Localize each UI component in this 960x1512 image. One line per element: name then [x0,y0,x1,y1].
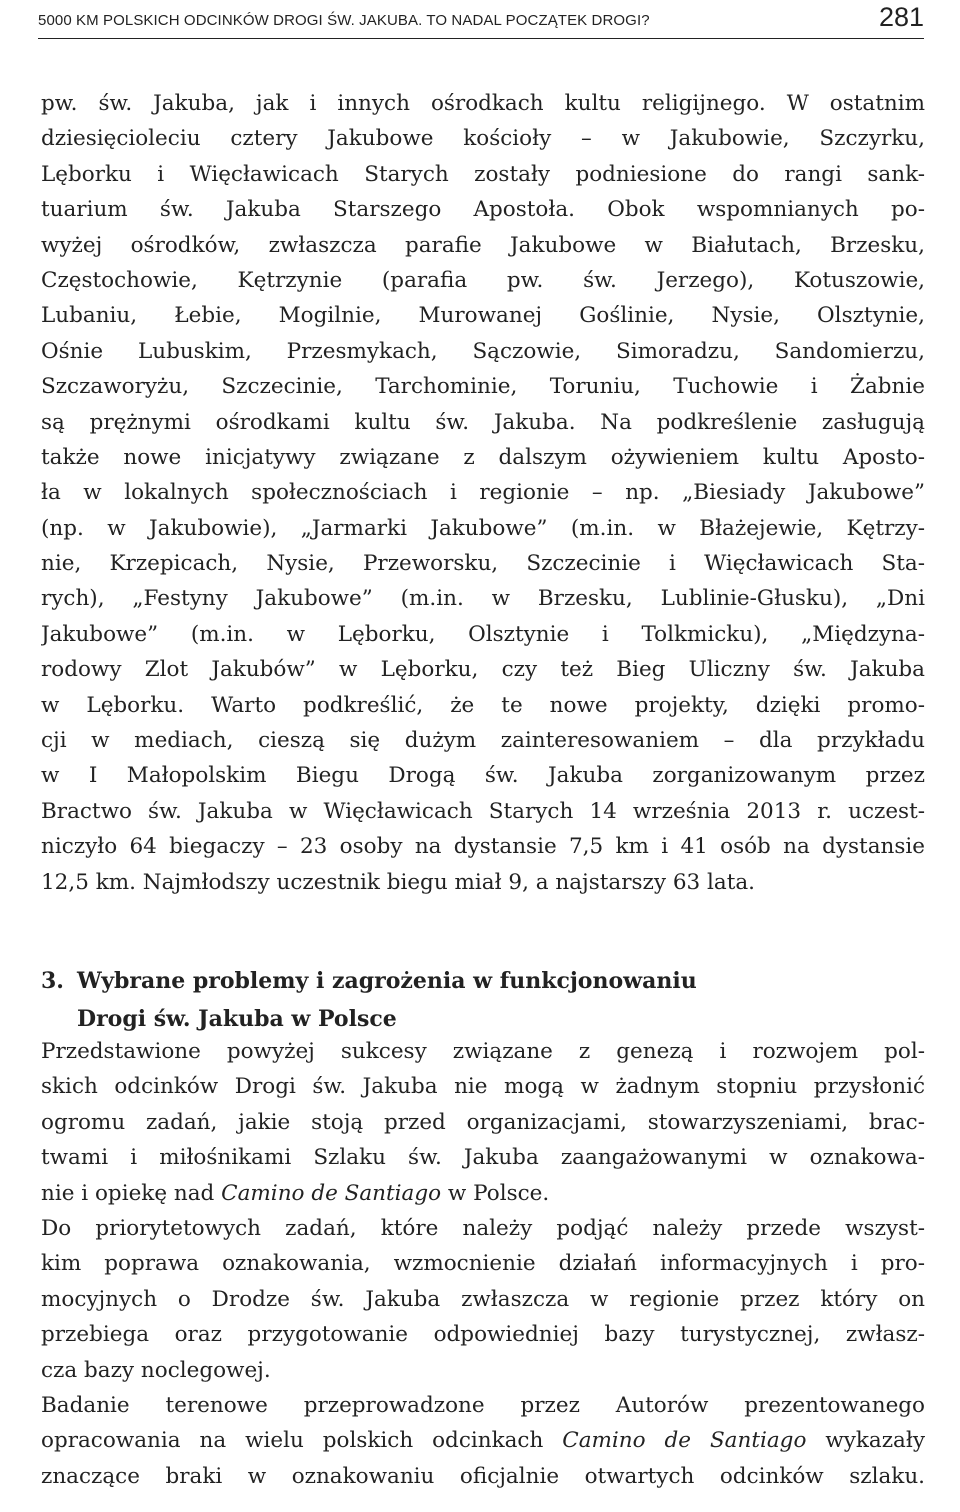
text-line: rych), „Festyny Jakubowe” (m.in. w Brzesku, Lublinie-Głusku), „Dni [41,586,925,612]
paragraph-1 [41,86,925,900]
section-heading [41,962,925,1038]
text-line: mocyjnych o Drodze św. Jakuba zwłaszcza w regionie przez który on [41,1286,925,1312]
text-run: opracowania na wielu polskich odcinkach [41,1428,563,1454]
text-line: Lubaniu, Łebie, Mogilnie, Murowanej Goślinie, Nysie, Olsztynie, [41,303,925,329]
text-line: 12,5 km. Najmłodszy uczestnik biegu miał 9, a najstarszy 63 lata. [41,869,756,895]
text-line: są prężnymi ośrodkami kultu św. Jakuba. Na podkreślenie zasługują [41,409,925,435]
section-title-line-2: Drogi św. Jakuba w Polsce [77,1006,397,1032]
text-line: rodowy Zlot Jakubów” w Lęborku, czy też Bieg Uliczny św. Jakuba [41,657,925,683]
text-line: Ośnie Lubuskim, Przesmykach, Sączowie, Simoradzu, Sandomierzu, [41,338,925,364]
text-line: Szczaworyżu, Szczecinie, Tarchominie, Toruniu, Tuchowie i Żabnie [41,374,925,400]
text-line: twami i miłośnikami Szlaku św. Jakuba zaangażowanymi w oznakowa- [41,1145,925,1171]
running-title: 5000 KM POLSKICH ODCINKÓW DROGI ŚW. JAKUBA. TO NADAL POCZĄTEK DROGI? [38,12,650,29]
text-line: kim poprawa oznakowania, wzmocnienie działań informacyjnych i pro- [41,1251,925,1277]
italic-title: Camino de Santiago [562,1428,807,1454]
text-line: dziesięcioleciu cztery Jakubowe kościoły – w Jakubowie, Szczyrku, [41,126,925,152]
text-line: znaczące braki w oznakowaniu oficjalnie otwartych odcinków szlaku. [41,1463,925,1489]
paragraph-2 [41,1034,925,1211]
text-line: pw. św. Jakuba, jak i innych ośrodkach kultu religijnego. W ostatnim [41,91,925,116]
paragraph-3 [41,1211,925,1388]
text-line: Przedstawione powyżej sukcesy związane z genezą i rozwojem pol- [41,1039,925,1064]
section-number: 3. [41,968,64,994]
text-line: cji w mediach, cieszą się dużym zainteresowaniem – dla przykładu [41,728,925,754]
text-line: przebiega oraz przygotowanie odpowiedniej bazy turystycznej, zwłasz- [41,1322,925,1348]
text-line: Badanie terenowe przeprowadzone przez Autorów prezentowanego [41,1393,925,1418]
text-line: ła w lokalnych społecznościach i regionie – np. „Biesiady Jakubowe” [41,480,925,506]
running-header [38,4,924,39]
text-line: Częstochowie, Kętrzynie (parafia pw. św. Jerzego), Kotuszowie, [41,267,925,293]
text-line [41,1423,925,1458]
text-line: w Lęborku. Warto podkreślić, że te nowe projekty, dzięki promo- [41,692,925,718]
text-line: Do priorytetowych zadań, które należy podjąć należy przede wszyst- [41,1216,925,1241]
text-run: nie i opiekę nad [41,1180,222,1206]
section-title-line-1: Wybrane problemy i zagrożenia w funkcjonowaniu [77,968,697,994]
text-run: w Polsce. [441,1180,550,1206]
text-line: Jakubowe” (m.in. w Lęborku, Olsztynie i Tolkmicku), „Międzyna- [41,621,925,647]
text-line: cza bazy noclegowej. [41,1357,271,1383]
text-line: niczyło 64 biegaczy – 23 osoby na dystansie 7,5 km i 41 osób na dystansie [41,834,925,860]
page-number: 281 [878,2,924,32]
text-line: wyżej ośrodków, zwłaszcza parafie Jakubowe w Białutach, Brzesku, [41,232,925,258]
italic-title: Camino de Santiago [221,1180,442,1206]
text-line: skich odcinków Drogi św. Jakuba nie mogą w żadnym stopniu przysłonić [41,1074,925,1100]
text-run: wykazały [806,1428,925,1454]
text-line: (np. w Jakubowie), „Jarmarki Jakubowe” (m.in. w Błażejewie, Kętrzy- [41,515,925,541]
paragraph-4 [41,1388,925,1494]
text-line: Bractwo św. Jakuba w Więcławicach Starych 14 września 2013 r. uczest- [41,798,925,824]
text-line: Lęborku i Więcławicach Starych zostały podniesione do rangi sank- [41,161,925,187]
text-line: ogromu zadań, jakie stoją przed organizacjami, stowarzyszeniami, brac- [41,1109,925,1135]
text-line: nie, Krzepicach, Nysie, Przeworsku, Szczecinie i Więcławicach Sta- [41,551,925,577]
text-line: tuarium św. Jakuba Starszego Apostoła. Obok wspomnianych po- [41,197,925,223]
text-line: w I Małopolskim Biegu Drogą św. Jakuba zorganizowanym przez [41,763,925,789]
text-line [41,1176,925,1211]
text-line: także nowe inicjatywy związane z dalszym ożywieniem kultu Aposto- [41,444,925,470]
